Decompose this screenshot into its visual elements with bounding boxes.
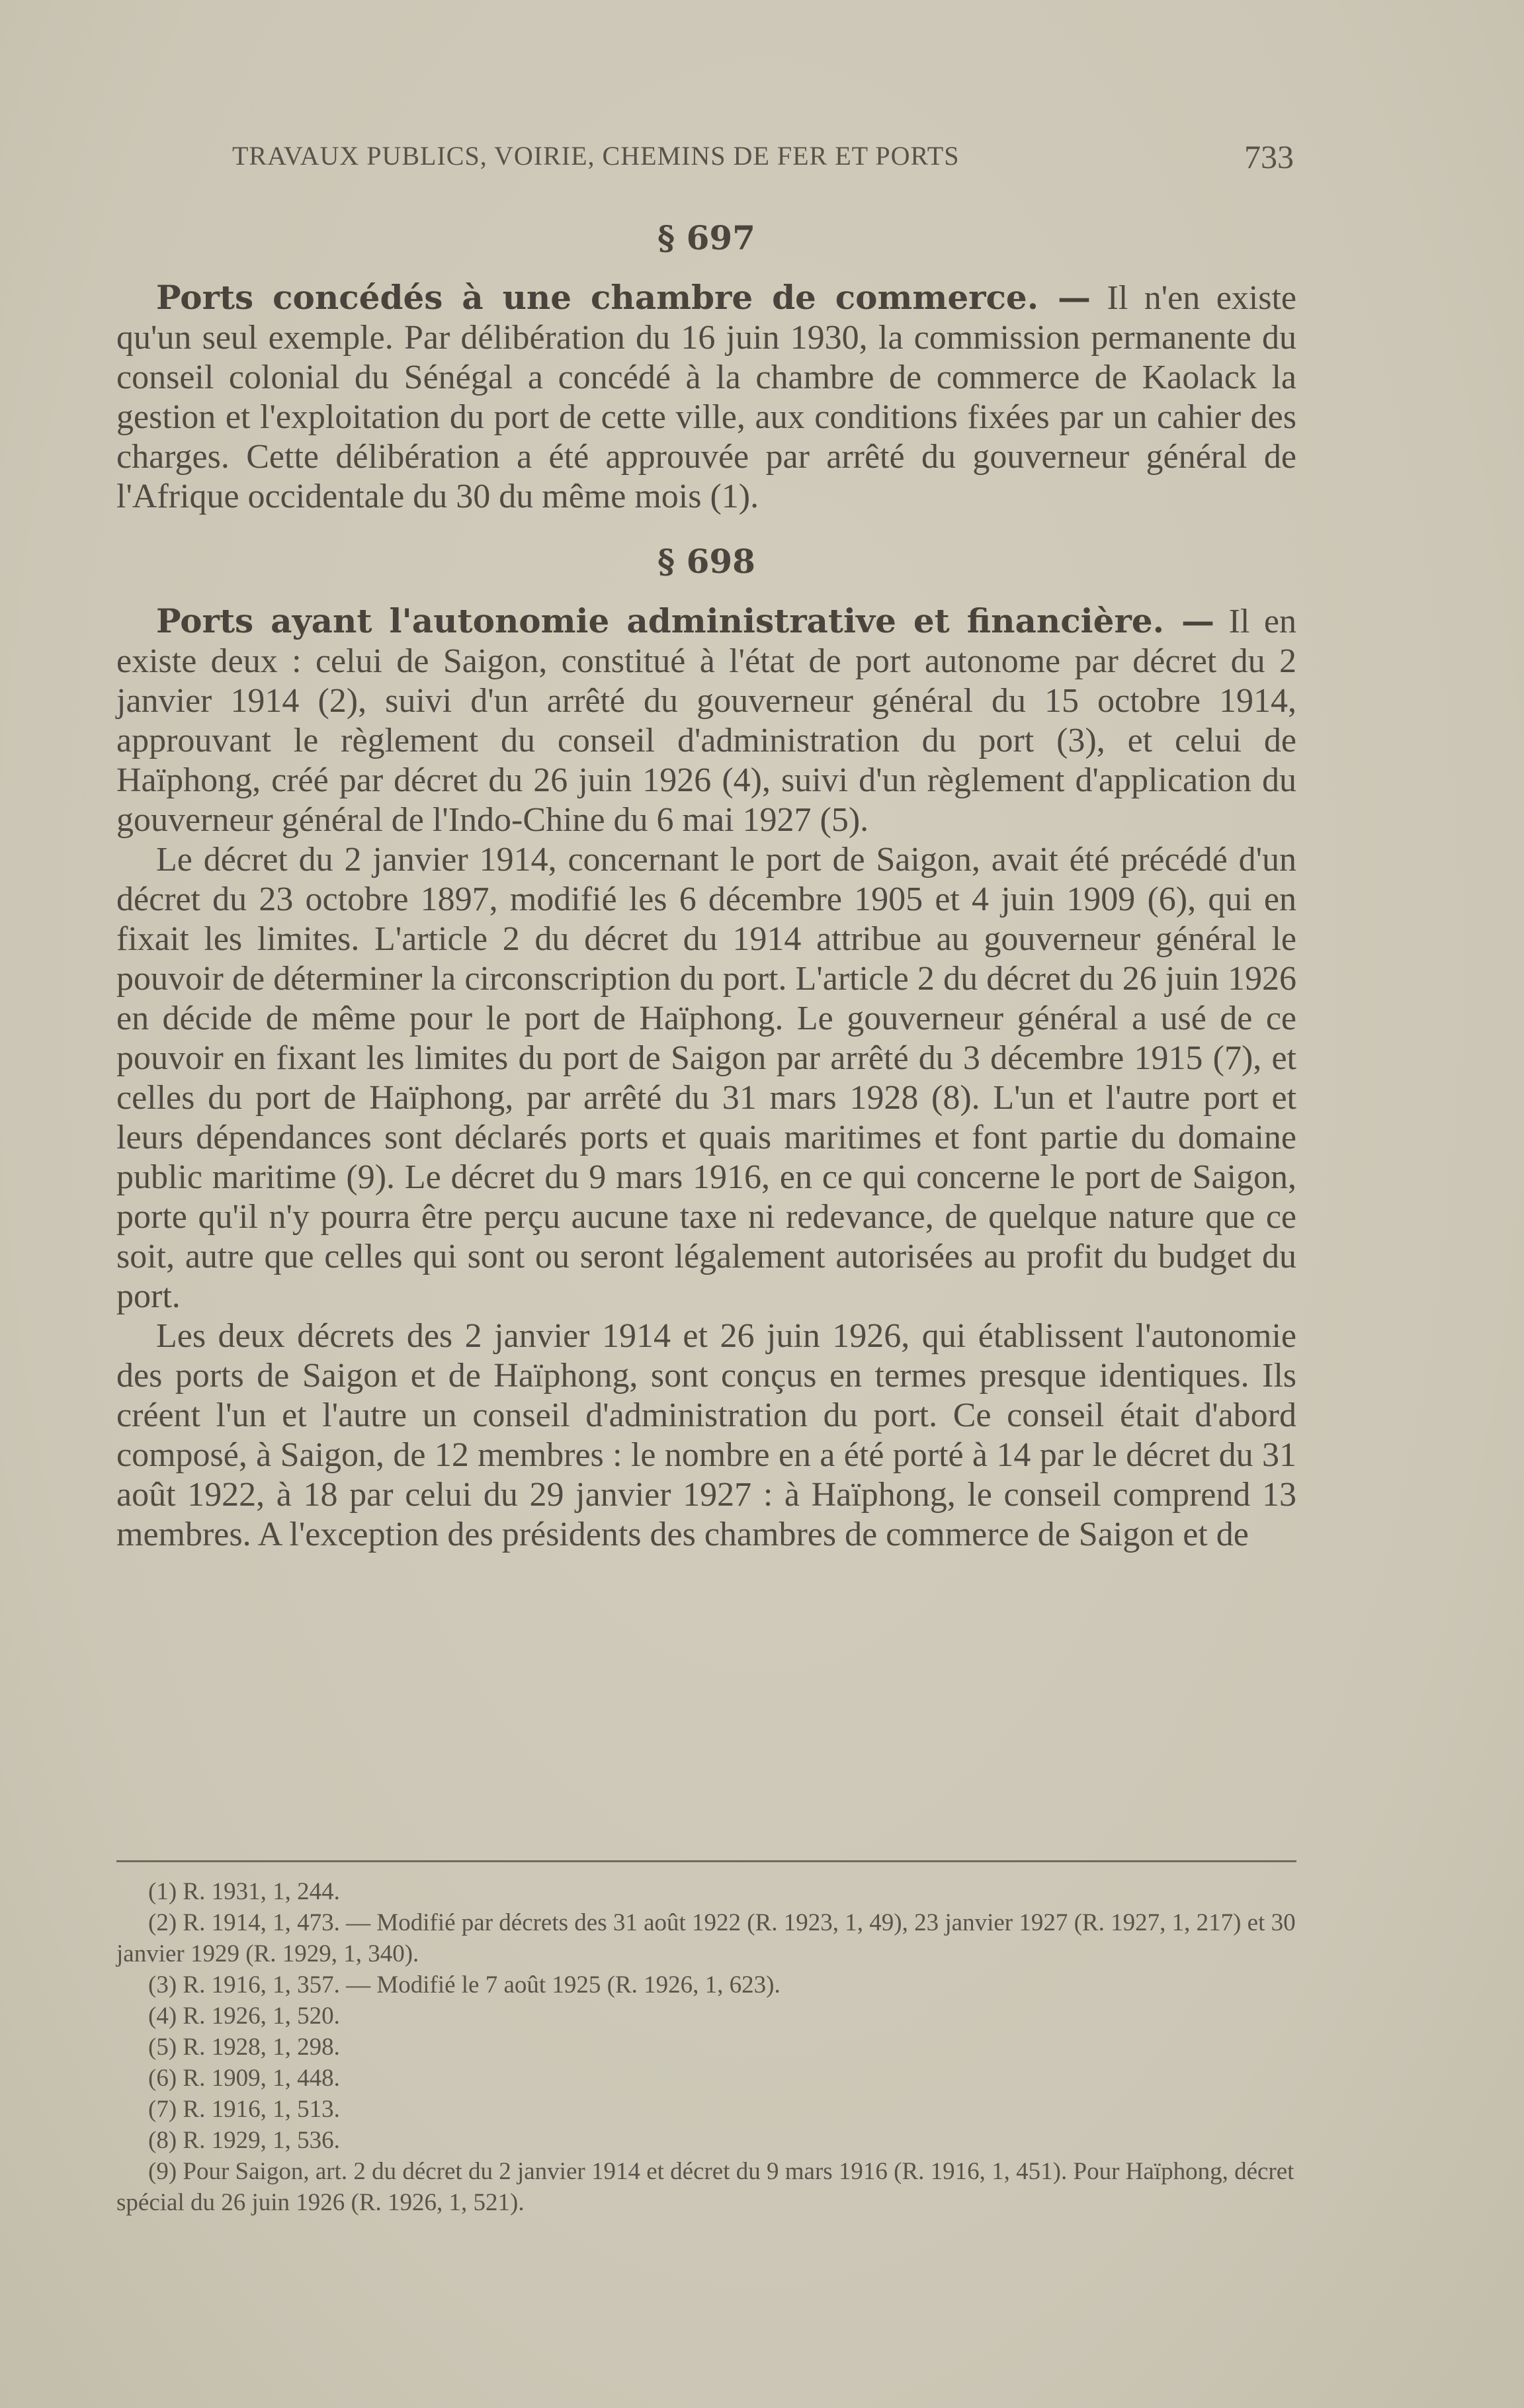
footnote: (7) R. 1916, 1, 513. [148, 2096, 340, 2123]
footnote: (9) Pour Saigon, art. 2 du décret du 2 janvier 1914 et décret du 9 mars 1916 (R. 1916, 1, 451). Pour Haïphong, décret spécial du 26 juin 1926 (R. 1926, 1, 521). [116, 2158, 1294, 2216]
page-header [116, 138, 1294, 177]
footnote: (3) R. 1916, 1, 357. — Modifié le 7 août 1925 (R. 1926, 1, 623). [148, 1971, 781, 1999]
running-title: TRAVAUX PUBLICS, VOIRIE, CHEMINS DE FER ET PORTS [232, 141, 960, 171]
paragraph-text: Il n'en existe qu'un seul exemple. Par délibération du 16 juin 1930, la commission permanente du conseil colonial du Sénégal a concédé à la chambre de commerce de Kaolack la gestion et l'exploitation du port de cette ville, aux conditions fixées par un cahier des charges. Cette délibération a été approuvée par arrêté du gouverneur général de l'Afrique occidentale du 30 du même mois (1). [116, 279, 1296, 515]
section-number-697: § 697 [657, 218, 755, 257]
footnotes [116, 1876, 1296, 2218]
section-lead-698: Ports ayant l'autonomie administrative et financière. — [156, 601, 1215, 640]
body-text [116, 198, 1296, 1555]
section-number-698: § 698 [657, 542, 755, 581]
section-lead-697: Ports concédés à une chambre de commerce. — [156, 278, 1091, 317]
footnote: (5) R. 1928, 1, 298. [148, 2034, 340, 2061]
footnote: (4) R. 1926, 1, 520. [148, 2002, 340, 2030]
page-number: 733 [1244, 138, 1294, 175]
footnote: (6) R. 1909, 1, 448. [148, 2065, 340, 2092]
footnote: (1) R. 1931, 1, 244. [148, 1878, 340, 1905]
footnote: (2) R. 1914, 1, 473. — Modifié par décrets des 31 août 1922 (R. 1923, 1, 49), 23 janvier 1927 (R. 1927, 1, 217) et 30 janvier 1929 (R. 1929, 1, 340). [116, 1909, 1296, 1967]
paragraph: Les deux décrets des 2 janvier 1914 et 26 juin 1926, qui établissent l'autonomie des ports de Saigon et de Haïphong, sont conçus en termes presque identiques. Ils créent l'un et l'autre un conseil d'administration du port. Ce conseil était d'abord composé, à Saigon, de 12 membres : le nombre en a été porté à 14 par le décret du 31 août 1922, à 18 par celui du 29 janvier 1927 : à Haïphong, le conseil comprend 13 membres. A l'exception des présidents des chambres de commerce de Saigon et de [116, 1317, 1296, 1553]
footnote-divider [116, 1860, 1296, 1862]
paragraph: Le décret du 2 janvier 1914, concernant le port de Saigon, avait été précédé d'un décret du 23 octobre 1897, modifié les 6 décembre 1905 et 4 juin 1909 (6), qui en fixait les limites. L'article 2 du décret du 1914 attribue au gouverneur général le pouvoir de déterminer la circonscription du port. L'article 2 du décret du 26 juin 1926 en décide de même pour le port de Haïphong. Le gouverneur général a usé de ce pouvoir en fixant les limites du port de Saigon par arrêté du 3 décembre 1915 (7), et celles du port de Haïphong, par arrêté du 31 mars 1928 (8). L'un et l'autre port et leurs dépendances sont déclarés ports et quais maritimes et font partie du domaine public maritime (9). Le décret du 9 mars 1916, en ce qui concerne le port de Saigon, porte qu'il n'y pourra être perçu aucune taxe ni redevance, de quelque nature que ce soit, autre que celles qui sont ou seront légalement autorisées au profit du budget du port. [116, 841, 1296, 1315]
footnote: (8) R. 1929, 1, 536. [148, 2127, 340, 2154]
paragraph-text: Il en existe deux : celui de Saigon, constitué à l'état de port autonome par décret du 2 janvier 1914 (2), suivi d'un arrêté du gouverneur général du 15 octobre 1914, approuvant le règlement du conseil d'administration du port (3), et celui de Haïphong, créé par décret du 26 juin 1926 (4), suivi d'un règlement d'application du gouverneur général de l'Indo-Chine du 6 mai 1927 (5). [116, 603, 1297, 839]
paragraph [116, 278, 1296, 517]
paragraph [116, 601, 1296, 840]
